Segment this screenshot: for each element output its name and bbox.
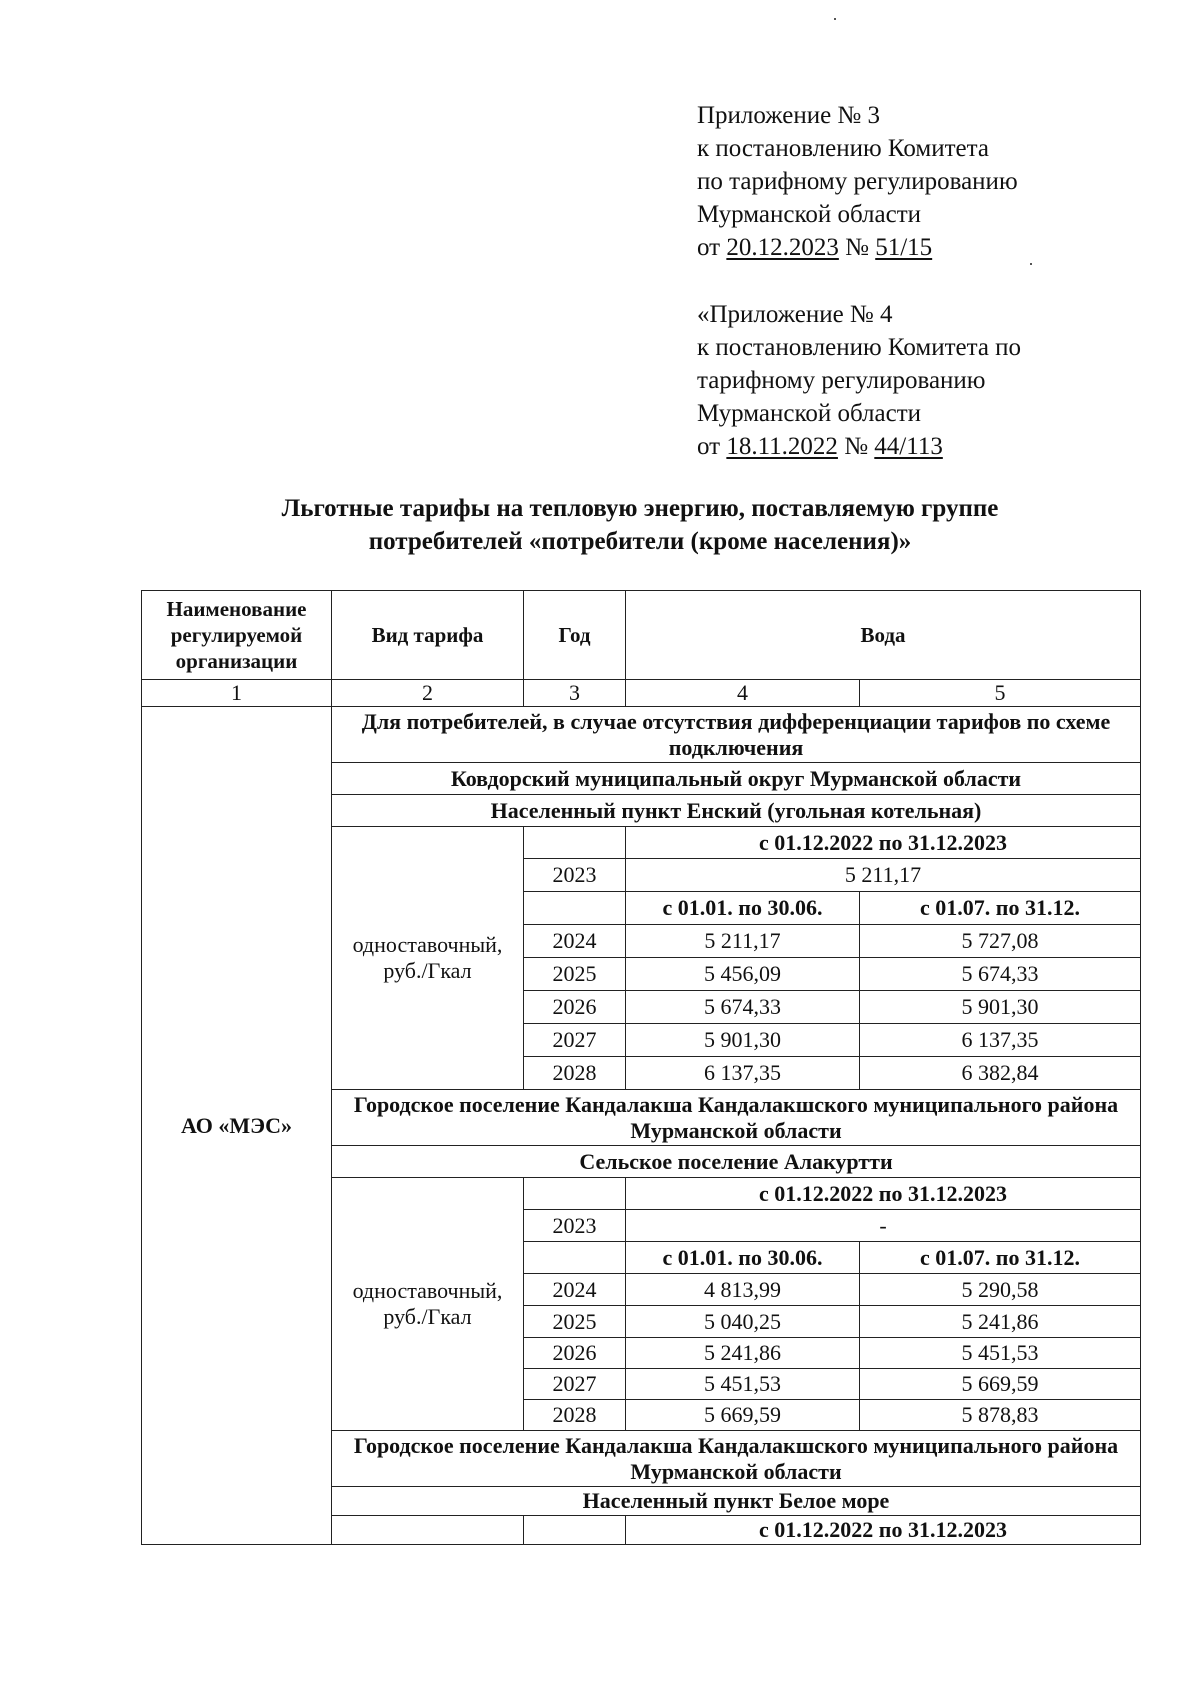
- tariff-value: 5 669,59: [626, 1400, 860, 1431]
- tariff-value: 5 211,17: [626, 925, 860, 958]
- year-cell: [524, 827, 626, 859]
- table-row: [142, 707, 1141, 763]
- municipality: Городское поселение Кандалакша Кандалакшского муниципального района Мурманской области: [332, 1431, 1141, 1487]
- tariff-value: 5 674,33: [860, 958, 1141, 991]
- tariff-type: одноставочный, руб./Гкал: [332, 1178, 524, 1431]
- tariff-value: -: [626, 1210, 1141, 1242]
- period-label: с 01.12.2022 по 31.12.2023: [626, 1178, 1141, 1210]
- tariff-value: 5 901,30: [626, 1024, 860, 1057]
- document-title: Льготные тарифы на тепловую энергию, поставляемую группе потребителей «потребители (кроме населения)»: [281, 495, 999, 555]
- year-cell: 2027: [524, 1024, 626, 1057]
- year-cell: 2028: [524, 1057, 626, 1090]
- header-line: Мурманской области: [697, 400, 922, 427]
- half2-label: с 01.07. по 31.12.: [860, 1242, 1141, 1274]
- year-cell: 2025: [524, 958, 626, 991]
- header-line: Приложение № 3: [697, 102, 881, 129]
- header-tariff-type: Вид тарифа: [332, 591, 524, 680]
- tariff-value: 6 137,35: [626, 1057, 860, 1090]
- header-org: Наименование регулируемой организации: [142, 591, 332, 680]
- year-cell: 2023: [524, 1210, 626, 1242]
- org-name: АО «МЭС»: [142, 707, 332, 1545]
- tariff-value: 5 456,09: [626, 958, 860, 991]
- year-cell: 2027: [524, 1369, 626, 1400]
- tariff-value: 5 878,83: [860, 1400, 1141, 1431]
- header-water: Вода: [626, 591, 1141, 680]
- header-number: 44/113: [874, 433, 943, 460]
- column-number-row: 1 2 3 4 5: [142, 680, 1141, 707]
- scan-speck: [834, 18, 836, 20]
- year-cell: [524, 892, 626, 925]
- appendix-header-current: [697, 99, 1018, 264]
- section-title: Для потребителей, в случае отсутствия дифференциации тарифов по схеме подключения: [332, 707, 1141, 763]
- period-label: с 01.12.2022 по 31.12.2023: [626, 1516, 1141, 1545]
- header-number: 51/15: [875, 234, 933, 261]
- header-line: по тарифному регулированию: [697, 168, 1018, 195]
- year-cell: 2028: [524, 1400, 626, 1431]
- year-cell: 2024: [524, 1274, 626, 1306]
- period-label: с 01.12.2022 по 31.12.2023: [626, 827, 1141, 859]
- tariff-type: одноставочный, руб./Гкал: [332, 827, 524, 1090]
- half1-label: с 01.01. по 30.06.: [626, 892, 860, 925]
- tariff-value: 5 290,58: [860, 1274, 1141, 1306]
- tariff-type: [332, 1516, 524, 1545]
- header-year: Год: [524, 591, 626, 680]
- municipality: Городское поселение Кандалакша Кандалакшского муниципального района Мурманской области: [332, 1090, 1141, 1146]
- tariff-value: 5 669,59: [860, 1369, 1141, 1400]
- tariff-table: [141, 590, 1141, 1545]
- header-line: «Приложение № 4: [697, 301, 893, 328]
- header-date: 18.11.2022: [726, 433, 838, 460]
- header-date: 20.12.2023: [726, 234, 839, 261]
- tariff-value: 4 813,99: [626, 1274, 860, 1306]
- tariff-value: 5 241,86: [626, 1338, 860, 1369]
- year-cell: 2026: [524, 1338, 626, 1369]
- tariff-value: 6 382,84: [860, 1057, 1141, 1090]
- tariff-value: 5 211,17: [626, 859, 1141, 892]
- tariff-value: 5 901,30: [860, 991, 1141, 1024]
- settlement: Населенный пункт Енский (угольная котельная): [332, 795, 1141, 827]
- tariff-value: 5 451,53: [860, 1338, 1141, 1369]
- tariff-value: 6 137,35: [860, 1024, 1141, 1057]
- year-cell: [524, 1178, 626, 1210]
- tariff-value: 5 241,86: [860, 1306, 1141, 1338]
- tariff-value: 5 040,25: [626, 1306, 860, 1338]
- header-date-line: от 18.11.2022 № 44/113: [697, 433, 943, 460]
- tariff-value: 5 451,53: [626, 1369, 860, 1400]
- settlement: Населенный пункт Белое море: [332, 1487, 1141, 1516]
- year-cell: [524, 1516, 626, 1545]
- scan-speck: [1030, 263, 1032, 265]
- year-cell: 2024: [524, 925, 626, 958]
- tariff-value: 5 674,33: [626, 991, 860, 1024]
- half1-label: с 01.01. по 30.06.: [626, 1242, 860, 1274]
- tariff-value: 5 727,08: [860, 925, 1141, 958]
- table-header-row: [142, 591, 1141, 680]
- year-cell: 2026: [524, 991, 626, 1024]
- municipality: Ковдорский муниципальный округ Мурманской области: [332, 763, 1141, 795]
- header-line: Мурманской области: [697, 201, 922, 228]
- year-cell: 2023: [524, 859, 626, 892]
- header-line: тарифному регулированию: [697, 367, 986, 394]
- header-line: к постановлению Комитета: [697, 135, 989, 162]
- settlement: Сельское поселение Алакуртти: [332, 1146, 1141, 1178]
- half2-label: с 01.07. по 31.12.: [860, 892, 1141, 925]
- year-cell: [524, 1242, 626, 1274]
- header-line: к постановлению Комитета по: [697, 334, 1022, 361]
- appendix-header-amended: [697, 298, 1021, 463]
- year-cell: 2025: [524, 1306, 626, 1338]
- header-date-line: от 20.12.2023 № 51/15: [697, 234, 933, 261]
